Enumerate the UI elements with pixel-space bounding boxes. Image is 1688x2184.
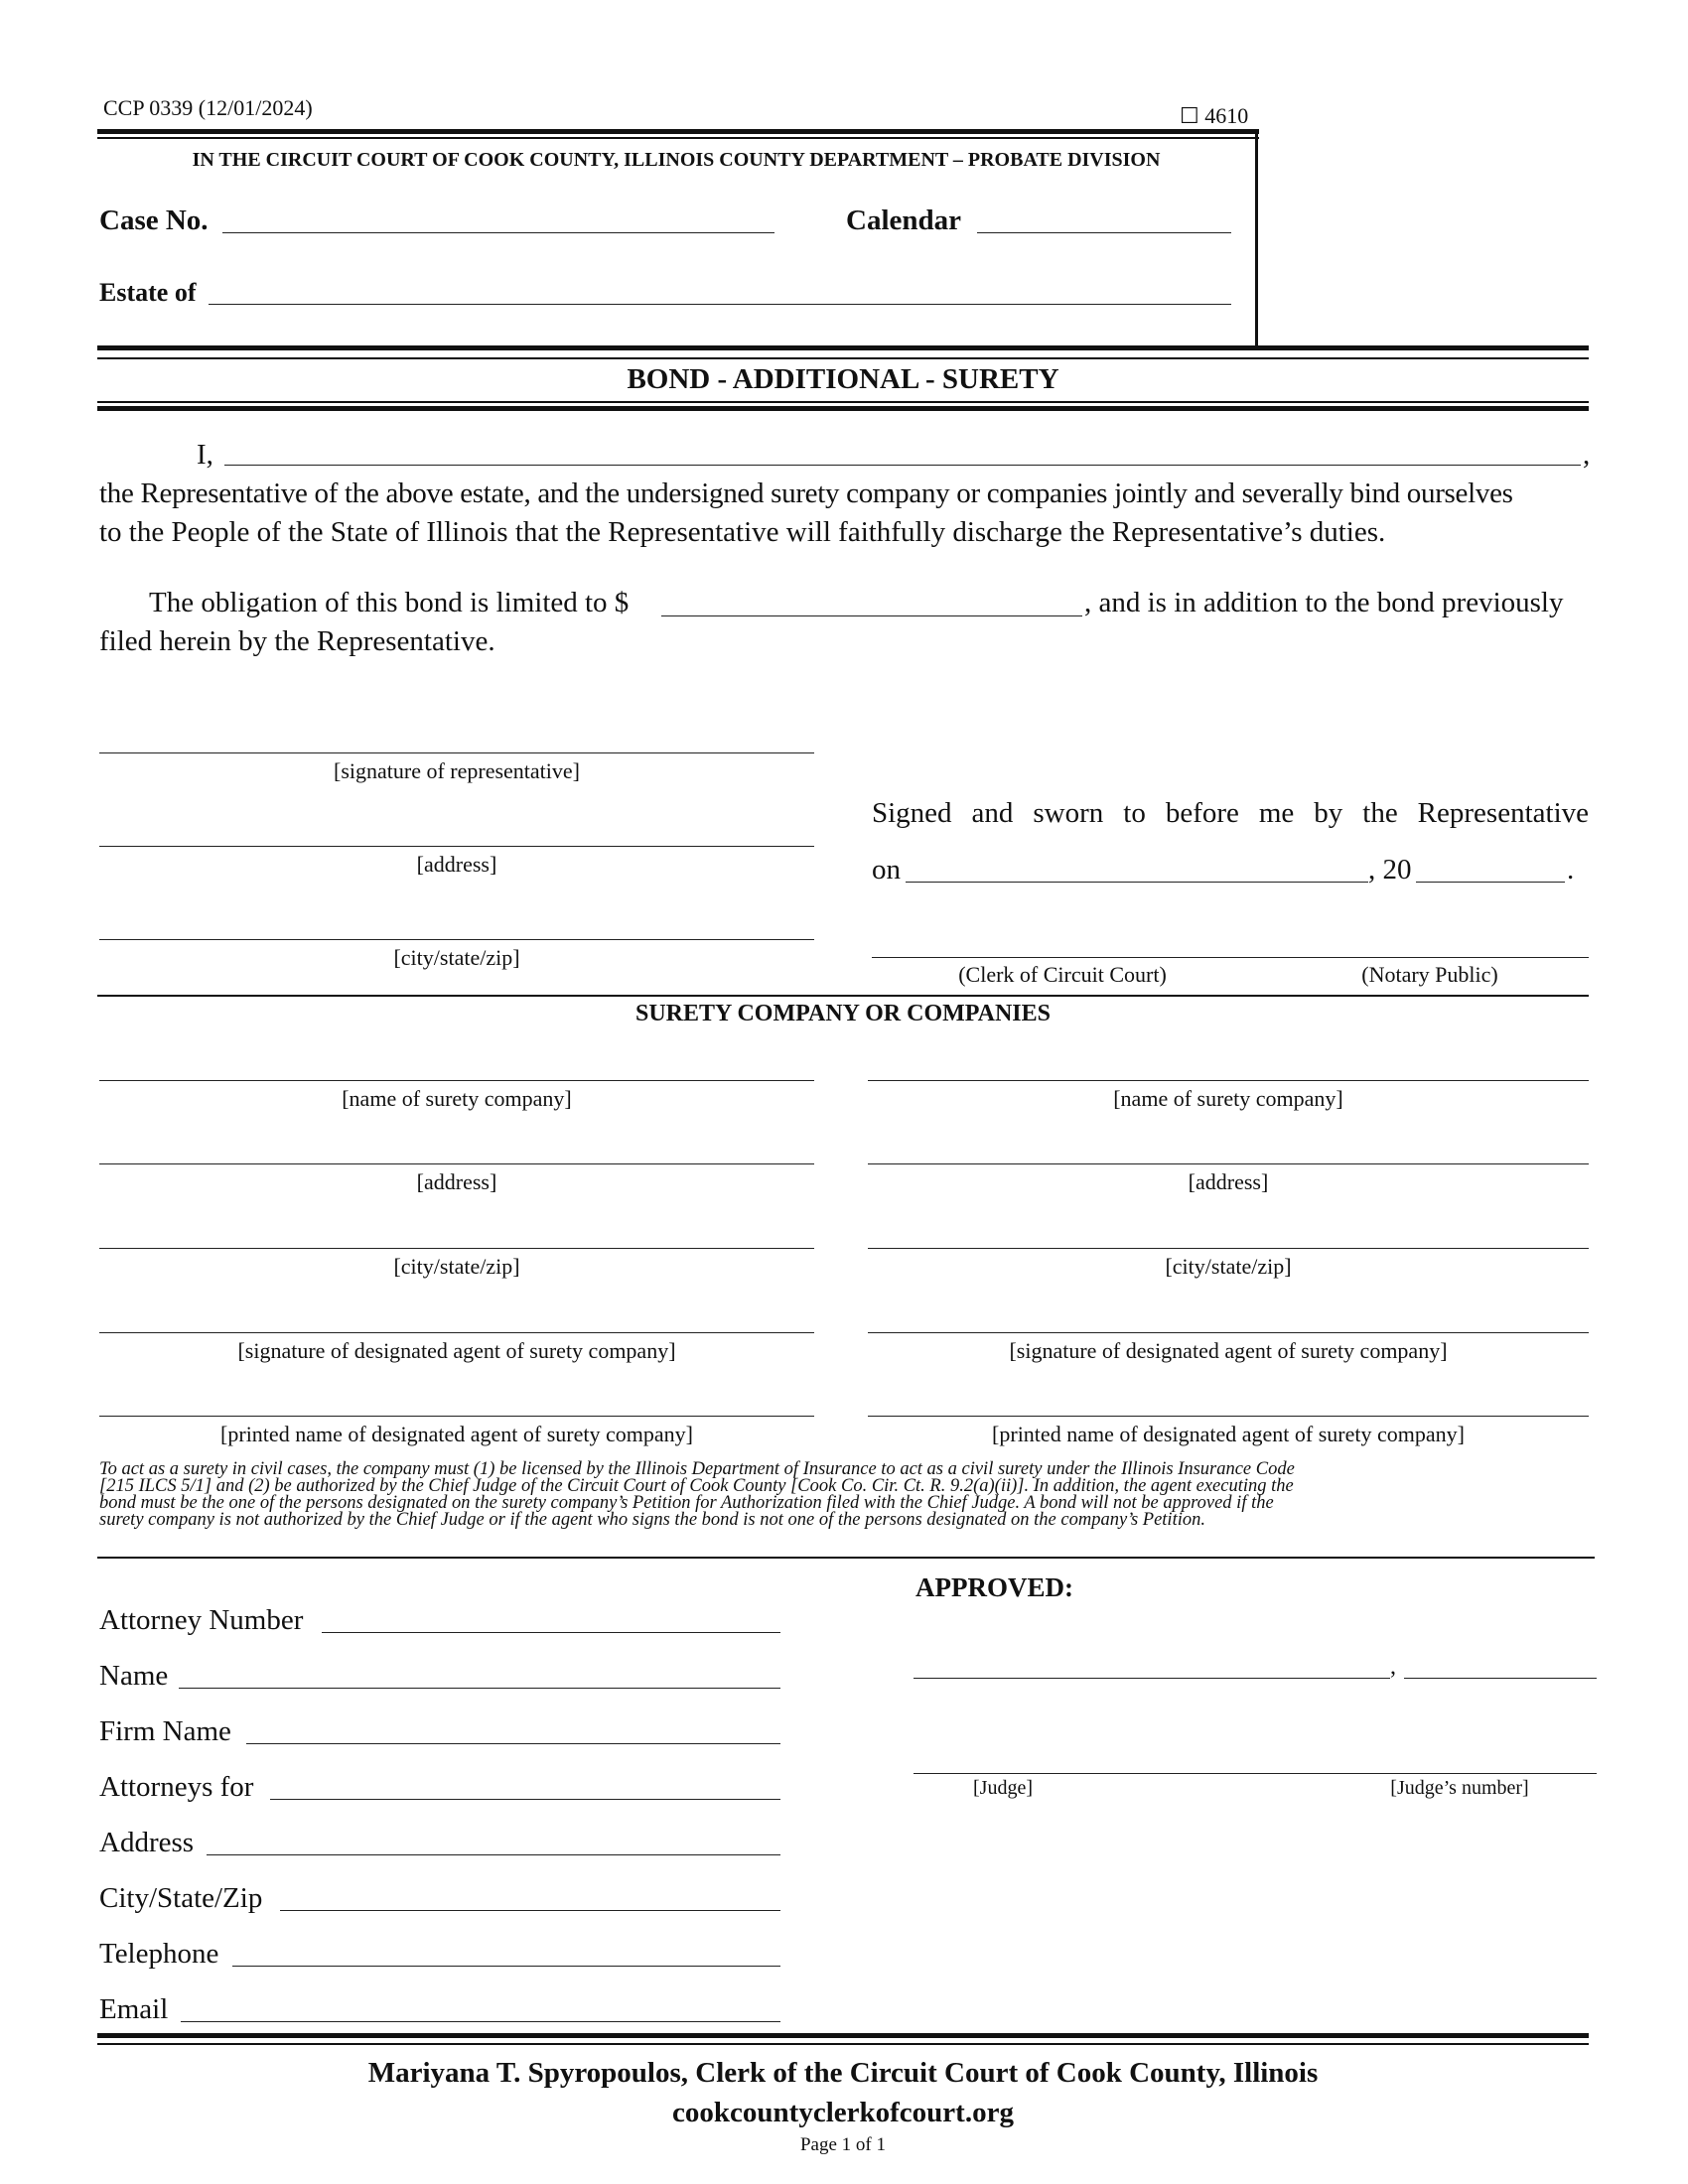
checkbox-icon[interactable]: ☐ bbox=[1180, 103, 1199, 128]
attorney-telephone-field[interactable] bbox=[232, 1966, 780, 1967]
sworn-date-field[interactable] bbox=[906, 882, 1368, 883]
paragraph-1-line-1: the Representative of the above estate, and the undersigned surety company or companies jointly and severally bind ourselves bbox=[99, 478, 1513, 509]
surety-notice-line: To act as a surety in civil cases, the company must (1) be licensed by the Illinois Department of Insurance to act as a civil surety under the Illinois Insurance Code bbox=[99, 1459, 1295, 1479]
attorney-number-label: Attorney Number bbox=[99, 1604, 304, 1636]
left-surety-signature-caption: [signature of designated agent of surety company] bbox=[237, 1338, 676, 1363]
right-surety-city-caption: [city/state/zip] bbox=[1165, 1254, 1292, 1279]
court-header: IN THE CIRCUIT COURT OF COOK COUNTY, ILLINOIS COUNTY DEPARTMENT – PROBATE DIVISION bbox=[192, 149, 1161, 171]
case-no-field[interactable] bbox=[222, 232, 774, 233]
clerk-caption: (Clerk of Circuit Court) bbox=[958, 962, 1167, 987]
i-label: I, bbox=[197, 439, 213, 471]
left-surety-city-field[interactable] bbox=[99, 1248, 814, 1249]
left-surety-printed-name-caption: [printed name of designated agent of surety company] bbox=[220, 1422, 693, 1446]
attorney-email-field[interactable] bbox=[181, 2021, 780, 2022]
sworn-period: . bbox=[1567, 854, 1575, 886]
surety-notice-line: bond must be the one of the persons designated on the surety company’s Petition for Authorization filed with the Chief Judge. A bond will not be approved if the bbox=[99, 1493, 1274, 1513]
left-surety-address-field[interactable] bbox=[99, 1163, 814, 1164]
approved-heading: APPROVED: bbox=[915, 1572, 1073, 1602]
title-top-rule-thin bbox=[97, 357, 1589, 359]
right-surety-name-field[interactable] bbox=[868, 1080, 1589, 1081]
surety-top-rule bbox=[97, 995, 1589, 997]
paragraph-2-end: , and is in addition to the bond previously bbox=[1084, 587, 1564, 618]
calendar-label: Calendar bbox=[846, 205, 961, 236]
form-number-box bbox=[1180, 103, 1248, 129]
page-number: Page 1 of 1 bbox=[799, 2134, 886, 2155]
form-code: CCP 0339 (12/01/2024) bbox=[103, 95, 313, 120]
surety-heading: SURETY COMPANY OR COMPANIES bbox=[635, 1001, 1051, 1026]
left-surety-city-caption: [city/state/zip] bbox=[393, 1254, 520, 1279]
footer-top-rule bbox=[97, 2033, 1589, 2038]
approval-date-field[interactable] bbox=[914, 1678, 1390, 1679]
attorneys-for-field[interactable] bbox=[270, 1799, 780, 1800]
approval-second-field[interactable] bbox=[1404, 1678, 1597, 1679]
surety-notice-line: surety company is not authorized by the Chief Judge or if the agent who signs the bond is not one of the persons designated on the company’s Petition. bbox=[99, 1510, 1205, 1530]
left-surety-name-field[interactable] bbox=[99, 1080, 814, 1081]
representative-address-caption: [address] bbox=[416, 852, 497, 877]
case-no-label: Case No. bbox=[99, 205, 209, 236]
attorney-email-label: Email bbox=[99, 1993, 169, 2025]
paragraph-2-start: The obligation of this bond is limited to $ bbox=[149, 587, 630, 618]
clerk-website[interactable]: cookcountyclerkofcourt.org bbox=[672, 2097, 1014, 2128]
estate-field[interactable] bbox=[209, 304, 1231, 305]
firm-name-label: Firm Name bbox=[99, 1715, 231, 1747]
header-top-rule-thin bbox=[97, 137, 1259, 139]
judge-number-caption: [Judge’s number] bbox=[1390, 1777, 1529, 1799]
calendar-field[interactable] bbox=[977, 232, 1231, 233]
left-surety-printed-name-field[interactable] bbox=[99, 1416, 814, 1417]
right-surety-address-caption: [address] bbox=[1188, 1169, 1269, 1194]
attorneys-for-label: Attorneys for bbox=[99, 1771, 254, 1803]
left-surety-name-caption: [name of surety company] bbox=[342, 1086, 572, 1111]
representative-signature-field[interactable] bbox=[99, 752, 814, 753]
surety-notice bbox=[99, 1461, 1609, 1529]
footer-top-rule-thin bbox=[97, 2043, 1589, 2045]
left-surety-signature-field[interactable] bbox=[99, 1332, 814, 1333]
clerk-notary-signature-field[interactable] bbox=[872, 957, 1589, 958]
judge-caption: [Judge] bbox=[973, 1777, 1033, 1799]
estate-label: Estate of bbox=[99, 278, 197, 307]
sworn-on-label: on bbox=[872, 854, 901, 886]
approval-comma: , bbox=[1390, 1654, 1396, 1680]
attorney-address-label: Address bbox=[99, 1827, 195, 1858]
title-top-rule bbox=[97, 345, 1589, 350]
attorney-name-field[interactable] bbox=[179, 1688, 780, 1689]
title-bottom-rule-thin bbox=[97, 401, 1589, 403]
representative-city-field[interactable] bbox=[99, 939, 814, 940]
form-title: BOND - ADDITIONAL - SURETY bbox=[627, 363, 1059, 395]
representative-address-field[interactable] bbox=[99, 846, 814, 847]
left-surety-address-caption: [address] bbox=[416, 1169, 497, 1194]
attorney-number-field[interactable] bbox=[322, 1632, 780, 1633]
attorney-city-field[interactable] bbox=[280, 1910, 780, 1911]
right-surety-address-field[interactable] bbox=[868, 1163, 1589, 1164]
right-surety-printed-name-field[interactable] bbox=[868, 1416, 1589, 1417]
header-box-right-edge bbox=[1255, 129, 1258, 347]
attorney-name-label: Name bbox=[99, 1660, 169, 1692]
judge-signature-field[interactable] bbox=[914, 1773, 1597, 1774]
representative-name-field[interactable] bbox=[224, 465, 1581, 466]
right-surety-signature-caption: [signature of designated agent of surety company] bbox=[1009, 1338, 1448, 1363]
surety-notice-line: [215 ILCS 5/1] and (2) be authorized by the Chief Judge of the Circuit Court of Cook County [Cook Co. Cir. Ct. R. 9.2(a)(ii)]. In addition, the agent executing the bbox=[99, 1476, 1294, 1496]
firm-name-field[interactable] bbox=[246, 1743, 780, 1744]
paragraph-2-line-2: filed herein by the Representative. bbox=[99, 625, 495, 657]
attorney-address-field[interactable] bbox=[207, 1854, 780, 1855]
title-bottom-rule bbox=[97, 406, 1589, 411]
sworn-year-prefix: , 20 bbox=[1368, 854, 1412, 886]
notary-caption: (Notary Public) bbox=[1361, 962, 1498, 987]
paragraph-1-line-2: to the People of the State of Illinois that the Representative will faithfully discharge the Representative’s duties. bbox=[99, 516, 1386, 548]
attorney-telephone-label: Telephone bbox=[99, 1938, 219, 1970]
sworn-line: Signed and sworn to before me by the Representative bbox=[872, 797, 1589, 829]
right-surety-printed-name-caption: [printed name of designated agent of surety company] bbox=[992, 1422, 1465, 1446]
form-number: 4610 bbox=[1204, 103, 1249, 128]
representative-city-caption: [city/state/zip] bbox=[393, 945, 520, 970]
header-top-rule bbox=[97, 129, 1259, 134]
clerk-line: Mariyana T. Spyropoulos, Clerk of the Circuit Court of Cook County, Illinois bbox=[367, 2057, 1319, 2089]
right-surety-city-field[interactable] bbox=[868, 1248, 1589, 1249]
line1-comma: , bbox=[1583, 439, 1591, 471]
right-surety-signature-field[interactable] bbox=[868, 1332, 1589, 1333]
sworn-year-field[interactable] bbox=[1416, 882, 1565, 883]
representative-signature-caption: [signature of representative] bbox=[334, 758, 580, 783]
attorney-city-label: City/State/Zip bbox=[99, 1882, 263, 1914]
bond-amount-field[interactable] bbox=[661, 615, 1082, 616]
notice-bottom-rule bbox=[97, 1557, 1595, 1559]
right-surety-name-caption: [name of surety company] bbox=[1113, 1086, 1343, 1111]
